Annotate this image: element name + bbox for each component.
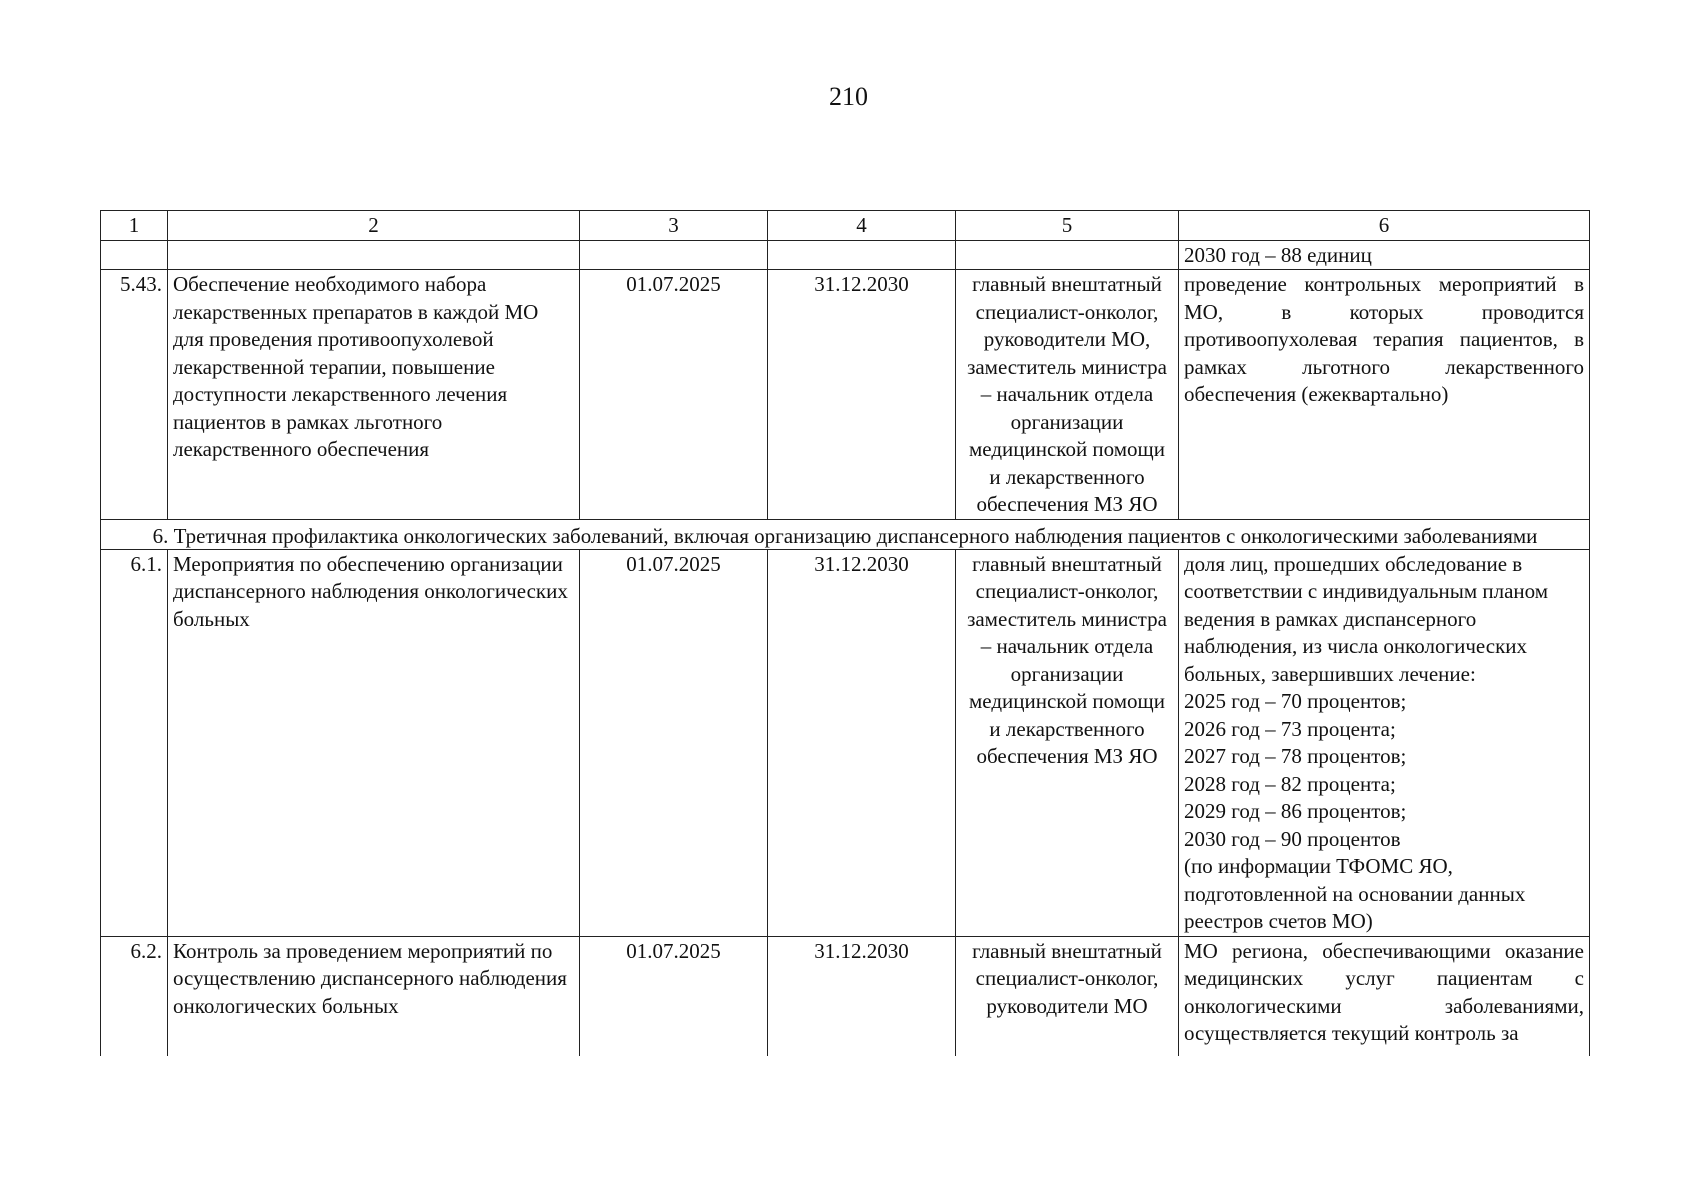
section-title: 6. Третичная профилактика онкологических заболеваний, включая организацию диспансерного наблюдения пациентов с онкологическими заболеваниями [101, 519, 1590, 549]
col-num-6: 6 [1179, 211, 1590, 241]
result-note: (по информации ТФОМС ЯО, подготовленной на основании данных реестров счетов МО) [1184, 854, 1526, 933]
start-date: 01.07.2025 [580, 936, 768, 1056]
page-number: 210 [829, 82, 868, 111]
responsible-cell: главный внештатный специалист-онколог, заместитель министра – начальник отдела организации медицинской помощи и лекарственного обеспечения МЗ ЯО [956, 549, 1179, 936]
result-cell: проведение контрольных мероприятий в МО, в которых проводится противоопухолевая терапия пациентов, в рамках льготного лекарственного обеспечения (ежеквартально) [1179, 270, 1590, 520]
table-row [101, 549, 1590, 936]
activity-cell: Мероприятия по обеспечению организации диспансерного наблюдения онкологических больных [168, 549, 580, 936]
section-heading-row [101, 519, 1590, 549]
row-number: 6.1. [101, 549, 168, 936]
end-date: 31.12.2030 [768, 270, 956, 520]
row-number: 5.43. [101, 270, 168, 520]
col-num-5: 5 [956, 211, 1179, 241]
result-cell: МО региона, обеспечивающими оказание медицинских услуг пациентам с онкологическими заболеваниями, осуществляется текущий контроль за [1179, 936, 1590, 1056]
continuation-result: 2030 год – 88 единиц [1179, 240, 1590, 270]
activities-table [100, 210, 1590, 1056]
result-yearly-targets: 2025 год – 70 процентов; 2026 год – 73 процента; 2027 год – 78 процентов; 2028 год – 82 процента; 2029 год – 86 процентов; 2030 год – 90 процентов [1184, 689, 1407, 851]
responsible-cell: главный внештатный специалист-онколог, руководители МО, заместитель министра – начальник отдела организации медицинской помощи и лекарственного обеспечения МЗ ЯО [956, 270, 1179, 520]
table-row [101, 270, 1590, 520]
table-row [101, 936, 1590, 1056]
responsible-cell: главный внештатный специалист-онколог, руководители МО [956, 936, 1179, 1056]
result-intro: доля лиц, прошедших обследование в соответствии с индивидуальным планом ведения в рамках диспансерного наблюдения, из числа онкологических больных, завершивших лечение: [1184, 551, 1549, 686]
start-date: 01.07.2025 [580, 270, 768, 520]
end-date: 31.12.2030 [768, 549, 956, 936]
row-number: 6.2. [101, 936, 168, 1056]
activity-cell: Контроль за проведением мероприятий по осуществлению диспансерного наблюдения онкологических больных [168, 936, 580, 1056]
result-cell [1179, 549, 1590, 936]
col-num-3: 3 [580, 211, 768, 241]
col-num-4: 4 [768, 211, 956, 241]
col-num-2: 2 [168, 211, 580, 241]
column-number-row [101, 211, 1590, 241]
activity-cell: Обеспечение необходимого набора лекарственных препаратов в каждой МО для проведения противоопухолевой лекарственной терапии, повышение доступности лекарственного лечения пациентов в рамках льготного лекарственного обеспечения [168, 270, 580, 520]
end-date: 31.12.2030 [768, 936, 956, 1056]
start-date: 01.07.2025 [580, 549, 768, 936]
col-num-1: 1 [101, 211, 168, 241]
continuation-row [101, 240, 1590, 270]
